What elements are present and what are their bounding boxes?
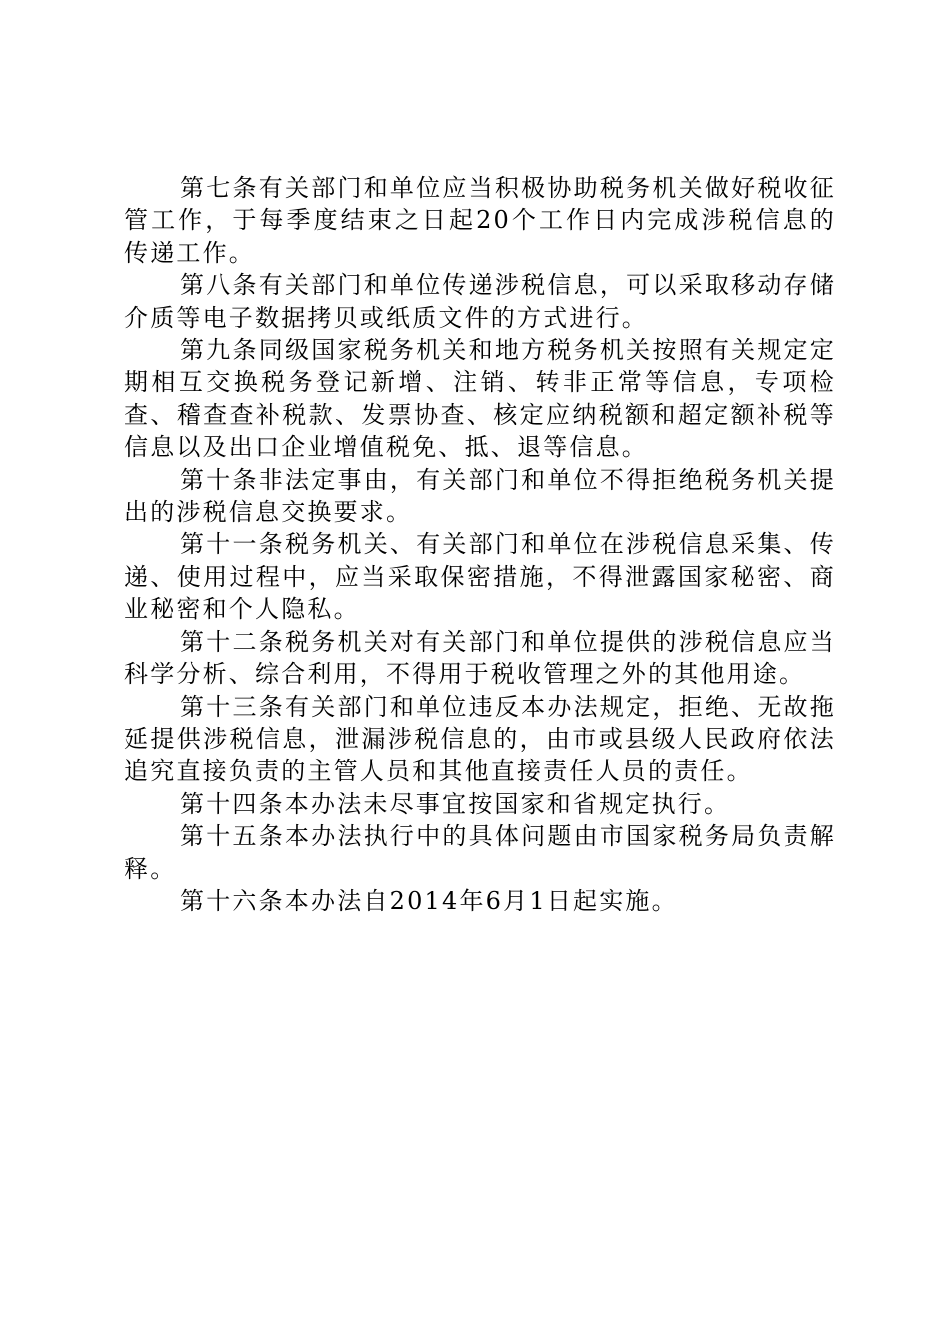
article-9-paragraph: 第九条同级国家税务机关和地方税务机关按照有关规定定期相互交换税务登记新增、注销、转非正常等信息，专项检查、稽查查补税款、发票协查、核定应纳税额和超定额补税等信息以及出口企业增值税免、抵、退等信息。 (124, 336, 836, 462)
article-13-paragraph: 第十三条有关部门和单位违反本办法规定，拒绝、无故拖延提供涉税信息，泄漏涉税信息的，由市或县级人民政府依法追究直接负责的主管人员和其他直接责任人员的责任。 (124, 692, 836, 786)
article-7-paragraph: 第七条有关部门和单位应当积极协助税务机关做好税收征管工作，于每季度结束之日起20个工作日内完成涉税信息的传递工作。 (124, 174, 836, 267)
article-12-paragraph: 第十二条税务机关对有关部门和单位提供的涉税信息应当科学分析、综合利用，不得用于税收管理之外的其他用途。 (124, 627, 836, 689)
article-11-paragraph: 第十一条税务机关、有关部门和单位在涉税信息采集、传递、使用过程中，应当采取保密措施，不得泄露国家秘密、商业秘密和个人隐私。 (124, 530, 836, 624)
article-14-paragraph: 第十四条本办法未尽事宜按国家和省规定执行。 (180, 789, 731, 818)
article-10-paragraph: 第十条非法定事由，有关部门和单位不得拒绝税务机关提出的涉税信息交换要求。 (124, 465, 836, 527)
article-15-paragraph: 第十五条本办法执行中的具体问题由市国家税务局负责解释。 (124, 822, 836, 883)
article-8-paragraph: 第八条有关部门和单位传递涉税信息，可以采取移动存储介质等电子数据拷贝或纸质文件的方式进行。 (124, 271, 836, 332)
document-body (124, 172, 836, 917)
article-16-paragraph: 第十六条本办法自2014年6月1日起实施。 (180, 886, 678, 915)
